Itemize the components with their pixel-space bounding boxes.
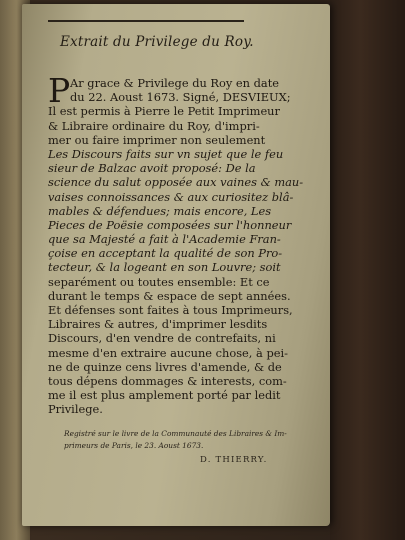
text-line: Privilege.	[48, 402, 103, 417]
text-line: science du salut opposée aux vaines & mau-	[48, 175, 304, 190]
text-line: mer ou faire imprimer non seulement	[48, 132, 266, 147]
signature: D. THIERRY.	[200, 455, 268, 465]
text-line: separément ou toutes ensemble: Et ce	[48, 274, 270, 289]
text-line: vaises connoissances & aux curiositez blâ-	[48, 189, 294, 204]
registration-note	[64, 428, 304, 452]
text-line: Ar grace & Privilege du Roy en date	[70, 76, 280, 90]
text-line: Discours, d'en vendre de contrefaits, ni	[48, 331, 276, 346]
text-line: tous dépens dommages & interests, com-	[48, 373, 287, 388]
page-heading: Extrait du Privilege du Roy.	[60, 34, 254, 50]
text-line: me il est plus amplement porté par ledit	[48, 388, 281, 403]
privilege-text	[48, 71, 304, 417]
text-line: tecteur, & la logeant en son Louvre; soit	[48, 260, 281, 275]
text-line: mesme d'en extraire aucune chose, à pei-	[48, 345, 288, 360]
book-shadow	[330, 0, 405, 540]
text-line: mables & défendues; mais encore, Les	[48, 203, 272, 218]
text-line: Il est permis à Pierre le Petit Imprimeur	[48, 104, 280, 119]
note-line: Registré sur le livre de la Communauté des Libraires & Im-	[64, 429, 287, 438]
text-line: du 22. Aoust 1673. Signé, DESVIEUX;	[70, 90, 291, 105]
text-line: sieur de Balzac avoit proposé: De la	[48, 161, 256, 176]
text-line: Libraires & autres, d'imprimer lesdits	[48, 317, 268, 332]
text-line: Pieces de Poësie composées sur l'honneur	[48, 217, 292, 232]
header-rule	[48, 20, 244, 22]
note-line: primeurs de Paris, le 23. Aoust 1673.	[64, 441, 204, 450]
text-line: ne de quinze cens livres d'amende, & de	[48, 359, 282, 374]
text-line: & Libraire ordinaire du Roy, d'impri-	[48, 118, 260, 133]
text-line: Et défenses sont faites à tous Imprimeurs,	[48, 303, 293, 317]
text-line: çoise en acceptant la qualité de son Pro-	[48, 246, 283, 261]
drop-cap: P	[48, 71, 71, 110]
text-line: Les Discours faits sur vn sujet que le feu	[48, 146, 284, 161]
text-line: que sa Majesté a fait à l'Academie Fran-	[48, 232, 281, 247]
text-line: durant le temps & espace de sept années.	[48, 288, 291, 303]
